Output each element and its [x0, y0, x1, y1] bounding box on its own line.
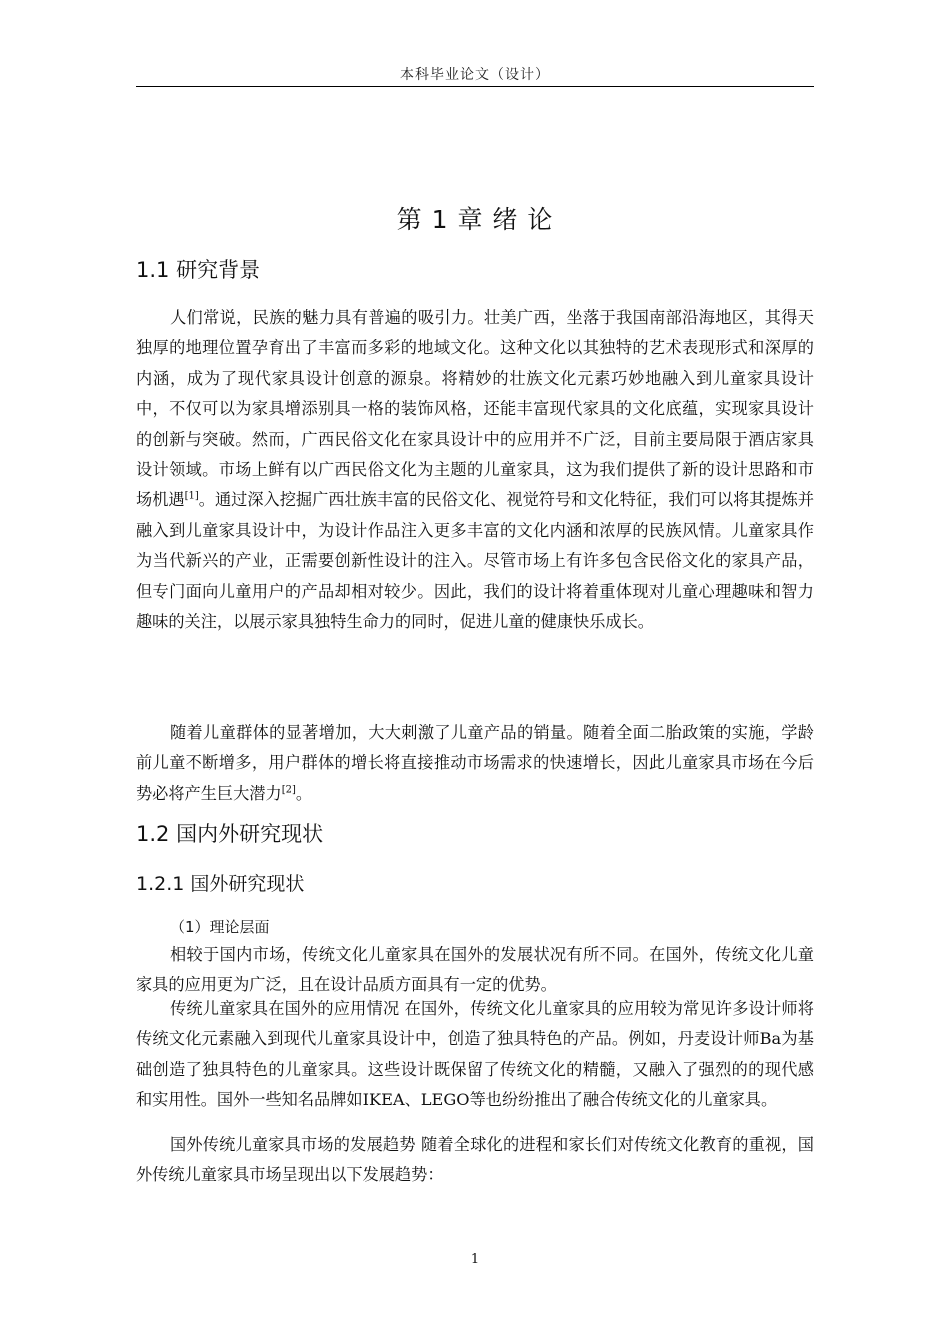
page-number: 1	[470, 1252, 480, 1267]
citation-ref-1: [1]	[184, 491, 199, 503]
paragraph-text: 随着儿童群体的显著增加，大大刺激了儿童产品的销量。随着全面二胎政策的实施，学龄前儿童不断增多，用户群体的增长将直接推动市场需求的快速增长，因此儿童家具市场在今后势必将产生巨大潜力	[136, 723, 814, 803]
paragraph-foreign-2: 传统儿童家具在国外的应用情况 在国外，传统文化儿童家具的应用较为常见许多设计师将传统文化元素融入到现代儿童家具设计中，创造了独具特色的产品。例如，丹麦设计师Ba为基础创造了独具特色的儿童家具。这些设计既保留了传统文化的精髓，又融入了强烈的的现代感和实用性。国外一些知名品牌如IKEA、LEGO等也纷纷推出了融合传统文化的儿童家具。	[136, 999, 814, 1110]
paragraph-background-1	[136, 303, 814, 637]
subsection-heading-1-2-1: 1.2.1 国外研究现状	[136, 873, 305, 895]
citation-ref-2: [2]	[281, 784, 296, 796]
paragraph-text: 。通过深入挖掘广西壮族丰富的民俗文化、视觉符号和文化特征，我们可以将其提炼并融入到儿童家具设计中，为设计作品注入更多丰富的文化内涵和浓厚的民族风情。儿童家具作为当代新兴的产业，正需要创新性设计的注入。尽管市场上有许多包含民俗文化的家具产品，但专门面向儿童用户的产品却相对较少。因此，我们的设计将着重体现对儿童心理趣味和智力趣味的关注，以展示家具独特生命力的同时，促进儿童的健康快乐成长。	[136, 490, 815, 632]
paragraph-text: 。	[295, 783, 313, 803]
paragraph-text: 人们常说，民族的魅力具有普遍的吸引力。壮美广西，坐落于我国南部沿海地区，其得天独厚的地理位置孕育出了丰富而多彩的地域文化。这种文化以其独特的艺术表现形式和深厚的内涵，成为了现代家具设计创意的源泉。将精妙的壮族文化元素巧妙地融入到儿童家具设计中，不仅可以为家具增添别具一格的装饰风格，还能丰富现代家具的文化底蕴，实现家具设计的创新与突破。然而，广西民俗文化在家具设计中的应用并不广泛，目前主要局限于酒店家具设计领域。市场上鲜有以广西民俗文化为主题的儿童家具，这为我们提供了新的设计思路和市场机遇	[136, 308, 814, 510]
section-heading-1-2: 1.2 国内外研究现状	[136, 822, 324, 846]
paragraph-foreign-1: 相较于国内市场，传统文化儿童家具在国外的发展状况有所不同。在国外，传统文化儿童家具的应用更为广泛，且在设计品质方面具有一定的优势。	[136, 945, 814, 995]
list-item-heading: （1）理论层面	[170, 918, 270, 936]
section-heading-1-1: 1.1 研究背景	[136, 258, 261, 282]
running-header: 本科毕业论文（设计）	[400, 67, 550, 83]
paragraph-background-2	[136, 718, 814, 809]
paragraph-foreign-3: 国外传统儿童家具市场的发展趋势 随着全球化的进程和家长们对传统文化教育的重视，国外传统儿童家具市场呈现出以下发展趋势：	[136, 1135, 814, 1185]
chapter-title: 第 1 章 绪 论	[396, 205, 554, 234]
header-rule	[136, 86, 814, 87]
